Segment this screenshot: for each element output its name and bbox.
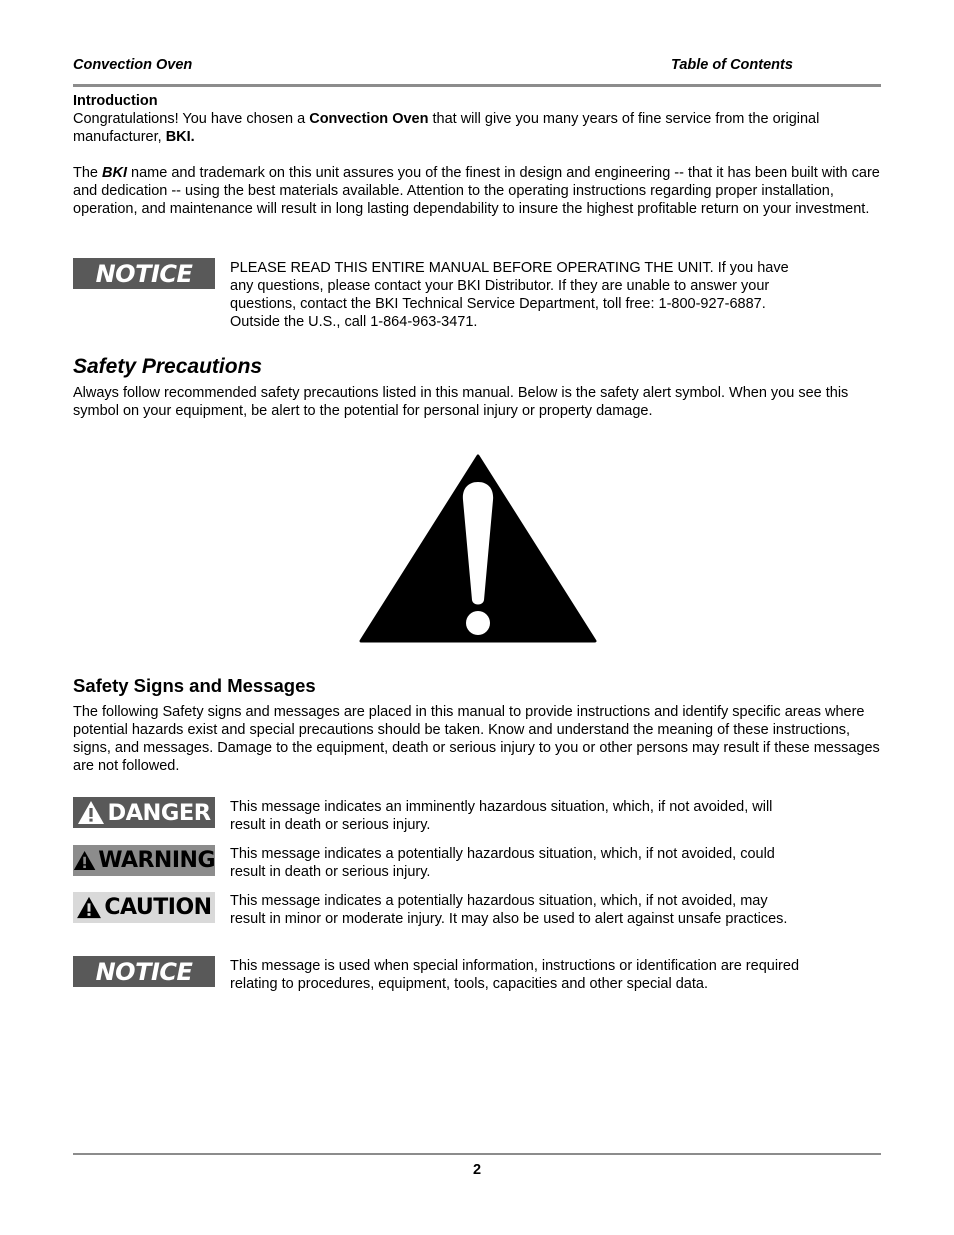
safety-precautions-title: Safety Precautions bbox=[73, 355, 263, 378]
safety-signs-title: Safety Signs and Messages bbox=[73, 675, 316, 696]
caution-sign bbox=[73, 892, 215, 923]
text-run: that will give you many years of fine service from the original manufacturer, bbox=[73, 111, 820, 145]
safety-alert-triangle-icon bbox=[358, 454, 598, 644]
page-number: 2 bbox=[472, 1162, 482, 1178]
safety-signs-text: The following Safety signs and messages are placed in this manual to provide instructions and identify specific areas where potential hazards exist and special precautions should be taken. Know and understand the meaning of these instructions, signs, and messages. Damage to the equipment, death or serious injury to you or other persons may result if these messages are not followed. bbox=[73, 704, 880, 774]
introduction-heading: Introduction bbox=[73, 93, 158, 109]
danger-message: This message indicates an imminently hazardous situation, which, if not avoided, will result in death or serious injury. bbox=[230, 799, 773, 833]
notice-sign-legend: NOTICE bbox=[73, 956, 215, 987]
notice-message: PLEASE READ THIS ENTIRE MANUAL BEFORE OPERATING THE UNIT. If you have any questions, please contact your BKI Distributor. If they are unable to answer your questions, contact the BKI Technical Service Department, toll free: 1-800-927-6887. Outside the U.S., call 1-864-963-3471. bbox=[230, 260, 789, 330]
warning-label: WARNING bbox=[98, 847, 215, 873]
alert-triangle-icon bbox=[73, 849, 96, 872]
text-run: Congratulations! You have chosen a bbox=[73, 111, 310, 127]
footer-rule bbox=[73, 1153, 881, 1155]
alert-triangle-icon bbox=[77, 800, 105, 825]
text-run: The bbox=[73, 165, 103, 181]
caution-label: CAUTION bbox=[104, 894, 212, 920]
introduction-paragraph-1 bbox=[73, 110, 881, 146]
header-section-title: Table of Contents bbox=[671, 57, 793, 73]
danger-label: DANGER bbox=[107, 799, 211, 826]
manufacturer-name: BKI. bbox=[165, 129, 195, 145]
introduction-paragraph-2 bbox=[73, 164, 881, 218]
notice-legend-message: This message is used when special information, instructions or identification are required relating to procedures, equipment, tools, capacities and other special data. bbox=[230, 958, 800, 992]
header-rule bbox=[73, 84, 881, 87]
introduction-section bbox=[73, 92, 881, 218]
product-name: Convection Oven bbox=[309, 111, 429, 127]
warning-sign bbox=[73, 845, 215, 876]
brand-name: BKI bbox=[102, 165, 127, 181]
safety-precautions-text: Always follow recommended safety precautions listed in this manual. Below is the safety alert symbol. When you see this symbol on your equipment, be alert to the potential for personal injury or property damage. bbox=[73, 385, 849, 419]
danger-sign bbox=[73, 797, 215, 828]
notice-sign: NOTICE bbox=[73, 258, 215, 289]
caution-message: This message indicates a potentially hazardous situation, which, if not avoided, may result in minor or moderate injury. It may also be used to alert against unsafe practices. bbox=[230, 893, 788, 927]
safety-precautions-section bbox=[73, 355, 881, 420]
warning-message: This message indicates a potentially hazardous situation, which, if not avoided, could result in death or serious injury. bbox=[230, 846, 775, 880]
alert-triangle-icon bbox=[76, 896, 102, 919]
text-run: name and trademark on this unit assures you of the finest in design and engineering -- that it has been built with care and dedication -- using the best materials available. Attention to the operating instructions regarding proper installation, operation, and maintenance will result in long lasting dependability to insure the highest profitable return on your investment. bbox=[73, 165, 880, 217]
safety-signs-section bbox=[73, 675, 881, 775]
header-document-title: Convection Oven bbox=[73, 57, 193, 73]
